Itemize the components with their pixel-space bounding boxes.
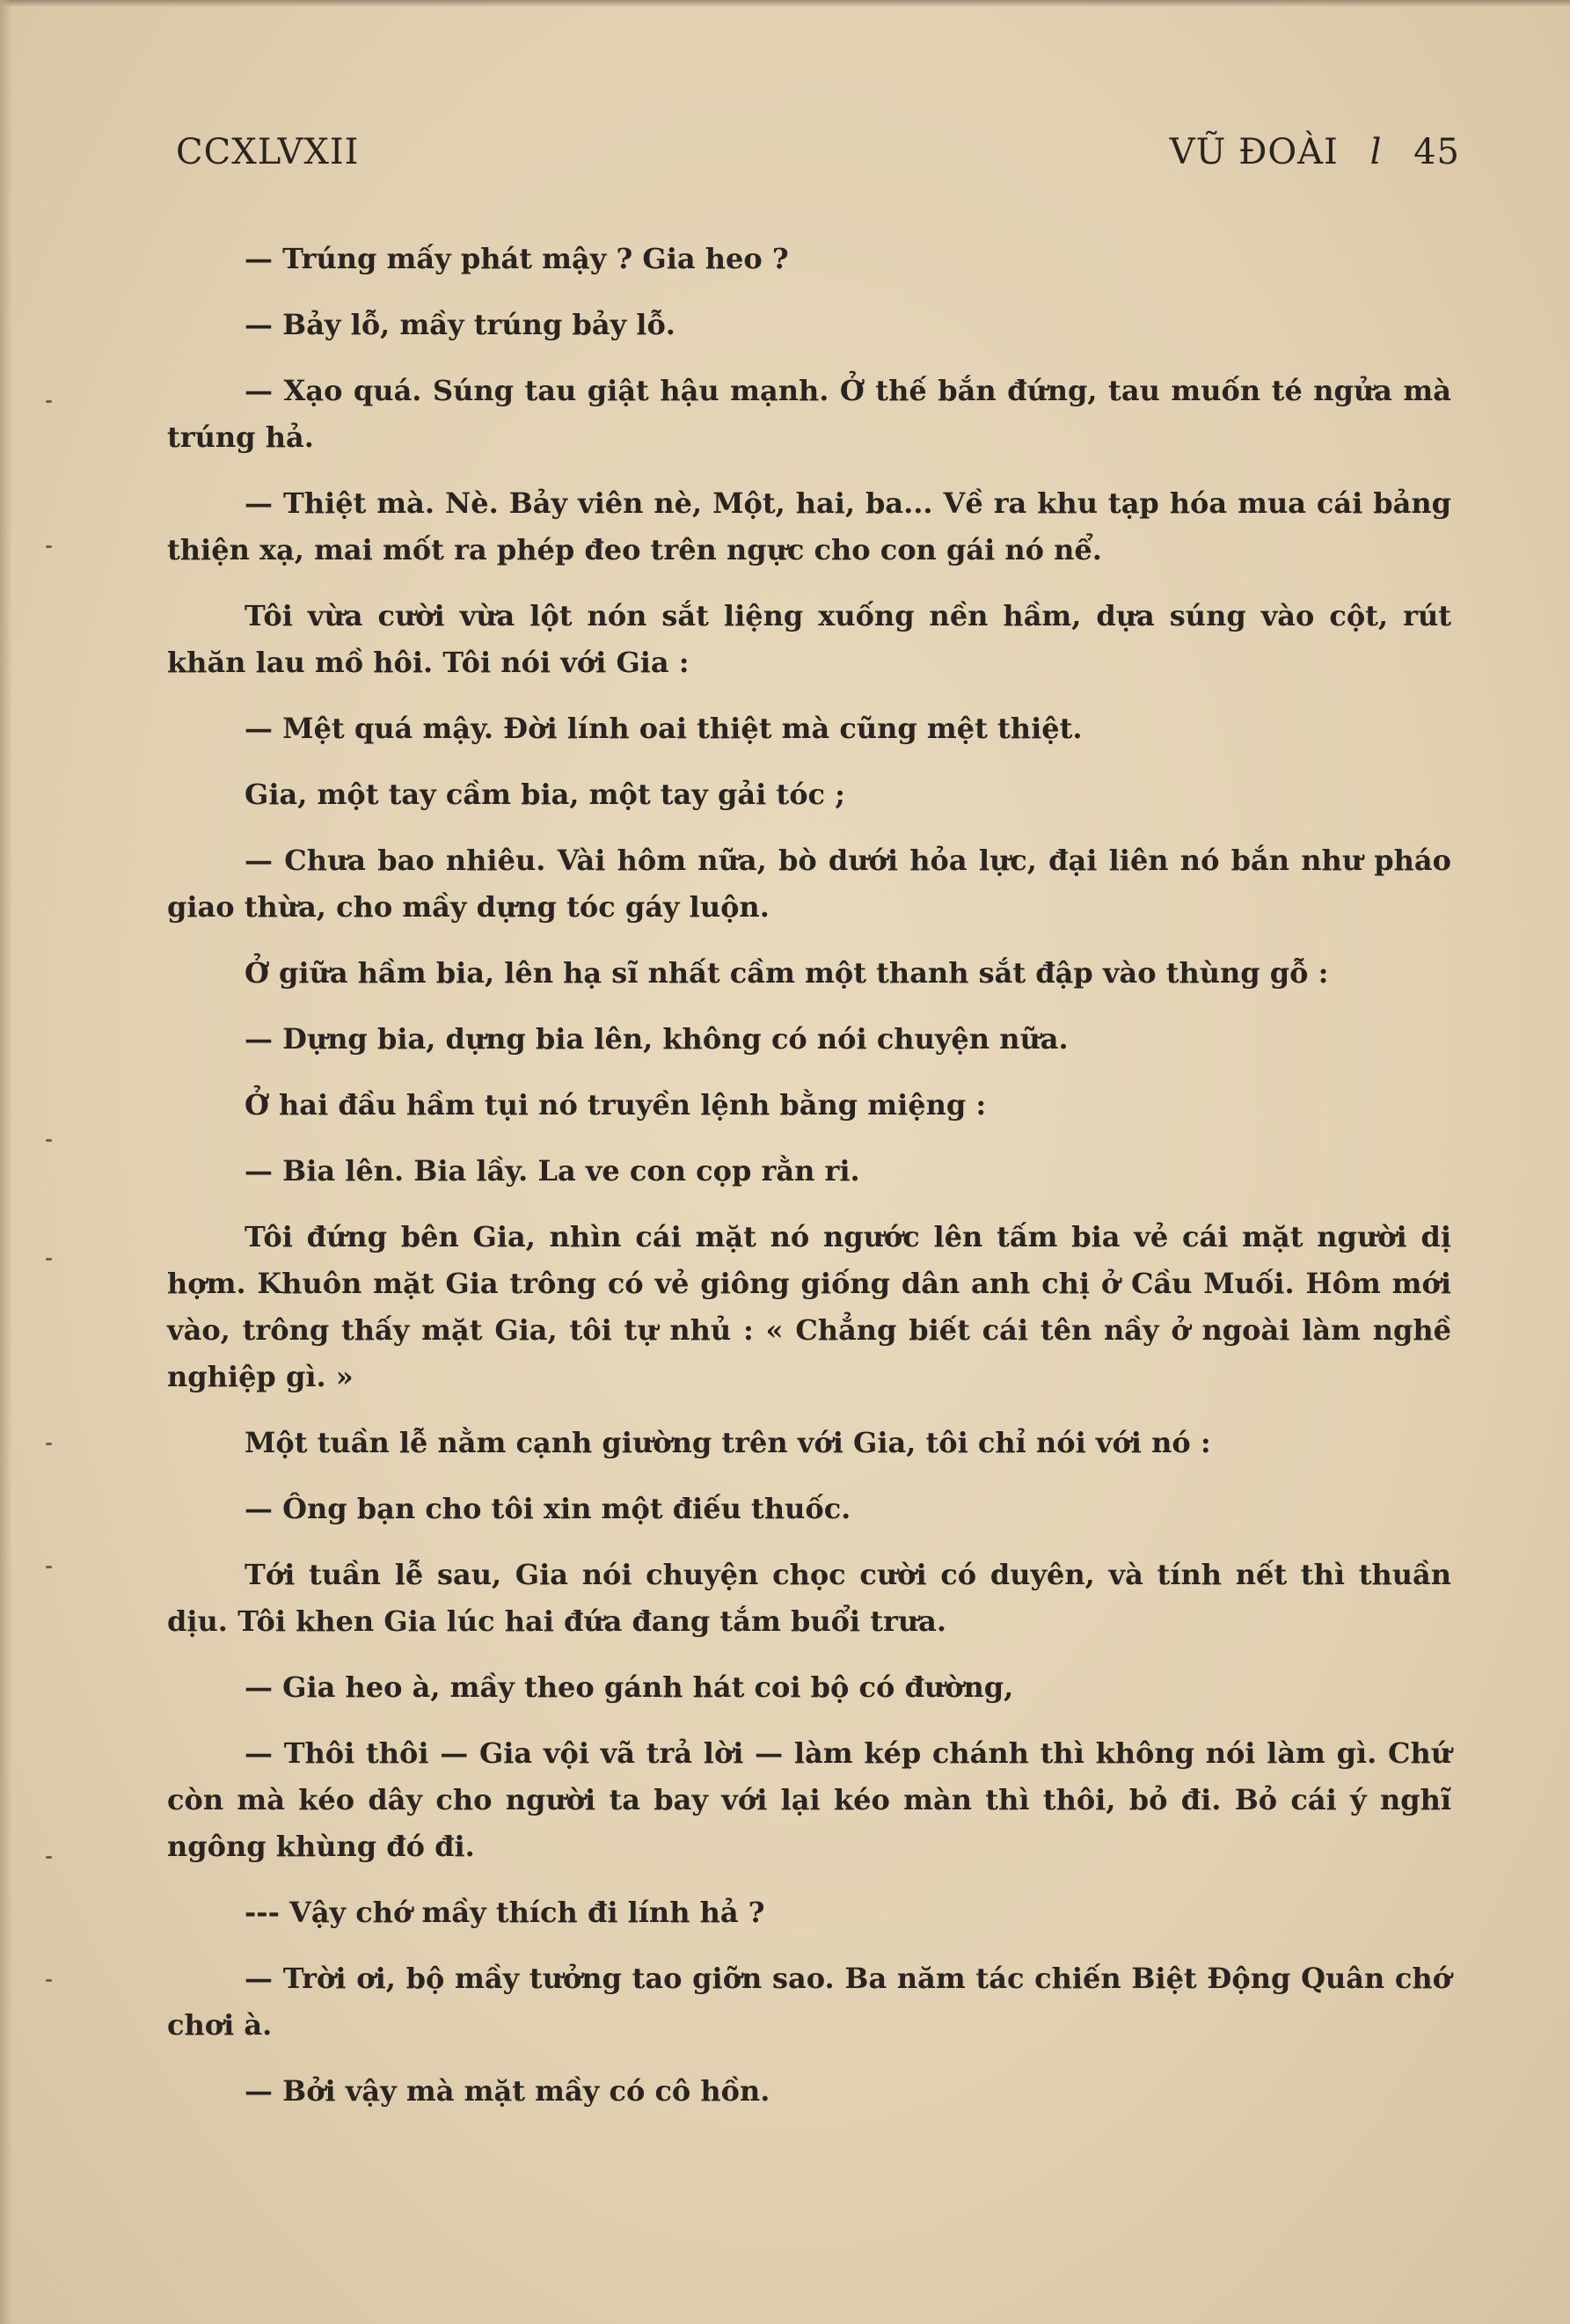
paragraph: Một tuần lễ nằm cạnh giường trên với Gia, tôi chỉ nói với nó :: [245, 1426, 1211, 1459]
paragraph: Tôi đứng bên Gia, nhìn cái mặt nó ngước lên tấm bia vẻ cái mặt người dị hợm. Khuôn mặt Gia trông có vẻ giông giống dân anh chị ở Cầu Muối. Hôm mới vào, trông thấy mặt Gia, tôi tự nhủ : « Chẳng biết cái tên nầy ở ngoài làm nghề nghiệp gì. »: [167, 1220, 1451, 1393]
paragraph: — Thiệt mà. Nè. Bảy viên nè, Một, hai, ba... Về ra khu tạp hóa mua cái bảng thiện xạ, mai mốt ra phép đeo trên ngực cho con gái nó nể.: [167, 486, 1451, 566]
header-right: [1150, 132, 1460, 172]
paragraph: --- Vậy chớ mầy thích đi lính hả ?: [245, 1896, 765, 1929]
page-top-edge: [0, 0, 1570, 7]
paragraph: — Xạo quá. Súng tau giật hậu mạnh. Ở thế bắn đứng, tau muốn té ngửa mà trúng hả.: [167, 374, 1451, 454]
paragraph: — Gia heo à, mầy theo gánh hát coi bộ có đường,: [245, 1670, 1014, 1704]
chapter-numeral: CCXLVXII: [176, 132, 360, 172]
paragraph: Tôi vừa cười vừa lột nón sắt liệng xuống nền hầm, dựa súng vào cột, rút khăn lau mồ hôi. Tôi nói với Gia :: [167, 599, 1451, 679]
paragraph: — Trúng mấy phát mậy ? Gia heo ?: [245, 242, 789, 275]
paragraph: — Bia lên. Bia lầy. La ve con cọp rằn ri.: [245, 1154, 860, 1188]
paragraph: — Bảy lỗ, mầy trúng bảy lỗ.: [245, 308, 675, 341]
header-separator: l: [1369, 132, 1383, 172]
paragraph: Tới tuần lễ sau, Gia nói chuyện chọc cười có duyên, và tính nết thì thuần dịu. Tôi khen Gia lúc hai đứa đang tắm buổi trưa.: [167, 1558, 1451, 1638]
paragraph: Ở hai đầu hầm tụi nó truyền lệnh bằng miệng :: [245, 1088, 987, 1122]
paragraph: — Trời ơi, bộ mầy tưởng tao giỡn sao. Ba năm tác chiến Biệt Động Quân chớ chơi à.: [167, 1962, 1451, 2042]
running-header: [176, 132, 1460, 185]
paragraph: — Chưa bao nhiêu. Vài hôm nữa, bò dưới hỏa lực, đại liên nó bắn như pháo giao thừa, cho mầy dựng tóc gáy luộn.: [167, 844, 1451, 924]
paragraph: — Bởi vậy mà mặt mầy có cô hồn.: [245, 2074, 770, 2108]
author-name: VŨ ĐOÀI: [1169, 132, 1339, 172]
paragraph: Ở giữa hầm bia, lên hạ sĩ nhất cầm một thanh sắt đập vào thùng gỗ :: [245, 956, 1329, 990]
paragraph: — Ông bạn cho tôi xin một điếu thuốc.: [245, 1492, 851, 1525]
page-body: [167, 236, 1451, 2134]
paragraph: — Mệt quá mậy. Đời lính oai thiệt mà cũng mệt thiệt.: [245, 712, 1083, 745]
paragraph: Gia, một tay cầm bia, một tay gải tóc ;: [245, 778, 845, 811]
paragraph: — Dựng bia, dựng bia lên, không có nói chuyện nữa.: [245, 1022, 1069, 1056]
page-left-edge: [0, 0, 12, 2324]
paragraph: — Thôi thôi — Gia vội vã trả lời — làm kép chánh thì không nói làm gì. Chứ còn mà kéo dây cho người ta bay với lại kéo màn thì thôi, bỏ đi. Bỏ cái ý nghĩ ngông khùng đó đi.: [167, 1736, 1451, 1863]
page-number: 45: [1413, 132, 1460, 172]
